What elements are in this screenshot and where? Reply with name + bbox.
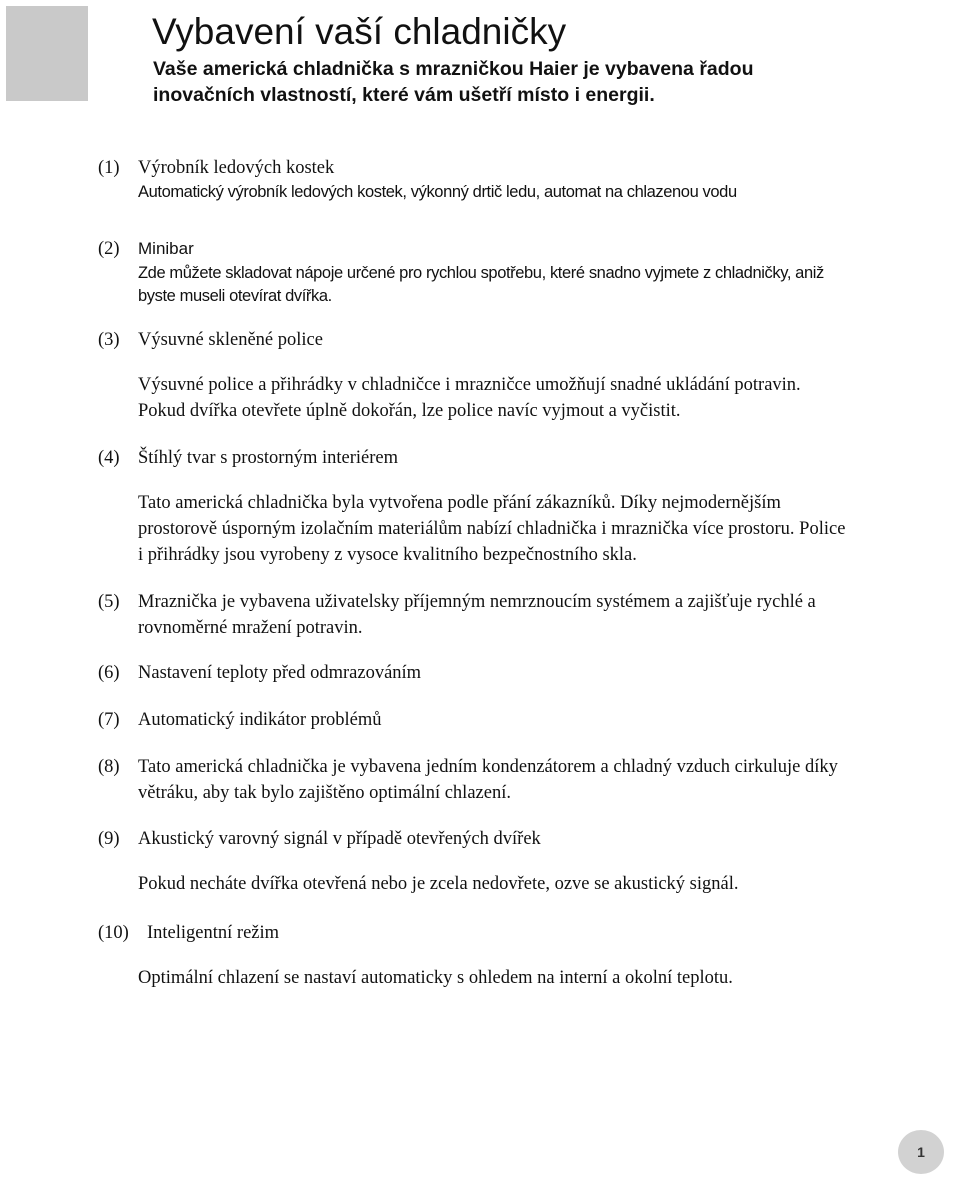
feature-heading: Inteligentní režim	[147, 923, 280, 943]
heading-line: Mraznička je vybavena uživatelsky příjemným nemrznoucím systémem a zajišťuje rychlé a	[138, 592, 816, 612]
feature-item-8	[98, 754, 942, 806]
feature-item-9	[98, 826, 942, 897]
feature-number: (3)	[98, 330, 120, 350]
feature-body	[138, 262, 942, 308]
subtitle-line: inovačních vlastností, které vám ušetří místo i energii.	[153, 84, 655, 106]
feature-heading: Výsuvné skleněné police	[138, 330, 323, 350]
feature-number: (1)	[98, 158, 120, 178]
feature-heading	[138, 754, 942, 806]
feature-body	[138, 871, 942, 897]
feature-item-1	[98, 155, 942, 204]
body-line: Výsuvné police a přihrádky v chladničce i mrazničce umožňují snadné ukládání potravin.	[138, 375, 801, 395]
feature-heading: Akustický varovný signál v případě otevřených dvířek	[138, 829, 541, 849]
corner-marker	[6, 6, 88, 101]
feature-body	[138, 372, 942, 424]
feature-number: (7)	[98, 710, 120, 730]
feature-heading: Minibar	[138, 239, 194, 258]
body-line: byste museli otevírat dvířka.	[138, 287, 332, 305]
feature-number: (10)	[98, 923, 129, 943]
feature-body	[138, 490, 942, 568]
feature-number: (5)	[98, 592, 120, 612]
feature-heading: Automatický indikátor problémů	[138, 710, 382, 730]
subtitle-line: Vaše americká chladnička s mrazničkou Haier je vybavena řadou	[153, 58, 754, 80]
feature-body	[138, 965, 942, 991]
body-line: Pokud dvířka otevřete úplně dokořán, lze police navíc vyjmout a vyčistit.	[138, 401, 681, 421]
feature-number: (9)	[98, 829, 120, 849]
feature-body	[138, 181, 942, 204]
feature-item-5	[98, 589, 942, 641]
body-line: Zde můžete skladovat nápoje určené pro rychlou spotřebu, které snadno vyjmete z chladničky, aniž	[138, 264, 824, 282]
heading-line: větráku, aby tak bylo zajištěno optimální chlazení.	[138, 783, 511, 803]
document-subtitle	[153, 56, 753, 108]
feature-item-2	[98, 236, 942, 308]
page-number-badge: 1	[898, 1130, 944, 1174]
feature-item-7	[98, 707, 942, 733]
feature-item-10	[98, 920, 942, 991]
body-line: prostorově úsporným izolačním materiálům nabízí chladnička i mraznička více prostoru. Police	[138, 519, 846, 539]
feature-number: (8)	[98, 757, 120, 777]
feature-heading: Štíhlý tvar s prostorným interiérem	[138, 448, 398, 468]
body-line: i přihrádky jsou vyrobeny z vysoce kvalitního bezpečnostního skla.	[138, 545, 637, 565]
body-line: Automatický výrobník ledových kostek, výkonný drtič ledu, automat na chlazenou vodu	[138, 183, 737, 201]
feature-item-6	[98, 660, 942, 686]
heading-line: Tato americká chladnička je vybavena jedním kondenzátorem a chladný vzduch cirkuluje díky	[138, 757, 838, 777]
feature-heading: Nastavení teploty před odmrazováním	[138, 663, 422, 683]
heading-line: rovnoměrné mražení potravin.	[138, 618, 363, 638]
document-title: Vybavení vaší chladničky	[152, 11, 567, 52]
feature-heading	[138, 589, 942, 641]
body-line: Optimální chlazení se nastaví automaticky s ohledem na interní a okolní teplotu.	[138, 968, 733, 988]
body-line: Pokud necháte dvířka otevřená nebo je zcela nedovřete, ozve se akustický signál.	[138, 874, 739, 894]
feature-number: (6)	[98, 663, 120, 683]
feature-item-3	[98, 327, 942, 424]
feature-item-4	[98, 445, 942, 568]
feature-heading: Výrobník ledových kostek	[138, 158, 335, 178]
feature-number: (4)	[98, 448, 120, 468]
body-line: Tato americká chladnička byla vytvořena podle přání zákazníků. Díky nejmodernějším	[138, 493, 781, 513]
feature-number: (2)	[98, 239, 120, 259]
